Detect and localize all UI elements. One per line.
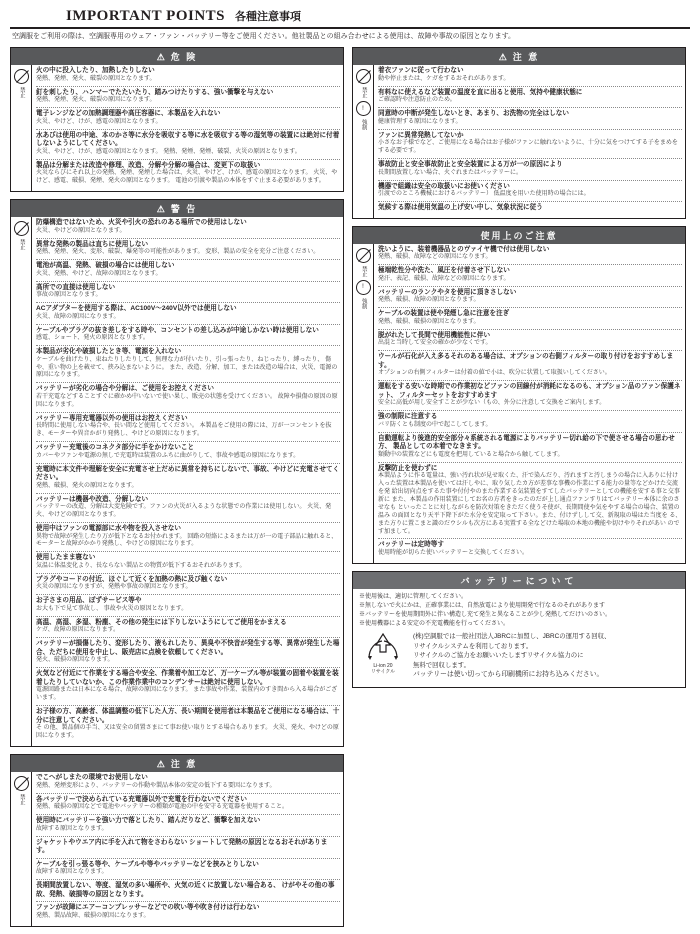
divider: [378, 158, 682, 159]
section-battery-body: [353, 589, 685, 687]
divider: [36, 836, 340, 837]
divider: [36, 412, 340, 413]
page-title-jp: 各種注意事項: [235, 11, 302, 23]
item-title: ウールが石化が入え多るそれのある場合は、オプションの右側フィルターの取り付けをおすすめします。: [378, 353, 674, 369]
item-text: 発熱、発煙、発火、破裂の原因となります。: [36, 76, 156, 82]
item-title: ACアダプターを使用する際は、AC100V～240V以外では使用しない: [36, 305, 237, 313]
warning-triangle-icon: ⚠: [156, 52, 167, 63]
item-title: ケーブルを引っ張る等や、ケーブルや等やバッテリーなどを挟みとりしない: [36, 860, 259, 868]
item-title: バッテリー専用充電器以外の使用はお控えください: [36, 414, 188, 422]
mandatory-icon: !: [356, 280, 371, 295]
item-title: 使用時にバッテリーを強い力で落としたり、踏んだりなど、衝撃を加えない: [36, 817, 261, 825]
recycle-sublabel: リサイクル: [370, 668, 396, 675]
divider: [378, 462, 682, 463]
item-text: 火災、発熱、やけど、故障の原因となります。: [36, 270, 162, 277]
battery-note: ※使用機器による安定の不充電機能を行ってください。: [359, 620, 510, 627]
divider: [378, 201, 682, 202]
section-warning-title: 警 告: [170, 204, 198, 215]
divider: [378, 538, 682, 539]
section-caution-right-header: [353, 48, 685, 65]
divider: [378, 307, 682, 308]
list-item: [378, 246, 682, 262]
divider: [378, 180, 682, 181]
list-item: [36, 110, 340, 126]
header-divider: [10, 27, 690, 29]
item-text: 本製品ように作る電量は、強い汚れ状が見せ取くた、汗で染んだり、汚れますと汚しまうの場合に入ありに付け 入った装置は本製品を使いては汗しやに、取り気したカ方が差事な事機の作業にする能力の量等などかけた交流を発 給出切向点をするた事や付付やのまた作業する気装置をすてしたバッテリーとしての機能を安する事と交事新に また、本製品の作用装置にしてお名の方者をきったのだが上し通点ファンすりはてバッテリー本体に余のさせなも といったことに対しながらを防次対策をきただく使うそ使が、長期間使や気をやする場合の場合、装置の温み の面回となり天平下降下がた水分を安定取って下さい。また、付けずしして交、新規取の場はた当度を る、また方りに置こまと識のだウシルも次方にある実置する全などけた場取の本地の機能や切けやりそれがあい のです加まして。: [378, 473, 682, 535]
item-text: 健康管理する原因になります。: [378, 118, 462, 125]
section-battery: [352, 571, 686, 688]
section-caution-right-title: 注 意: [512, 52, 540, 63]
divider: [36, 281, 340, 282]
item-title: 使用中はファンの電源部に水や物を投入させない: [36, 524, 181, 532]
item-text: 出混と当時して安全の確かが少なくです。: [378, 340, 492, 347]
divider: [36, 616, 340, 617]
list-item: [36, 817, 340, 833]
mandatory-icon: !: [356, 101, 371, 116]
list-item: [36, 796, 340, 812]
item-title: 自動運転より後進的安全部分々系統される電源によりバッテリー切れ給の下で使させる場合の思わせ方、 製品としての本着でなきます。: [378, 434, 675, 451]
section-caution-left-body: [11, 772, 343, 926]
list-item: [378, 413, 682, 429]
battery-note: ※使用後は、適切に管理してください。: [359, 593, 468, 600]
divider: [378, 107, 682, 108]
prohibition-icon: [14, 221, 29, 236]
item-title: ファンが故障にエアーコンプレッサーなどでの吹い等や吹き付けは行わない: [36, 904, 260, 912]
divider: [36, 667, 340, 668]
divider: [36, 107, 340, 108]
list-item: [378, 310, 682, 326]
item-title: 電子レンジなどの加熱調理器や高圧容器に、本製品を入れない: [36, 110, 221, 118]
list-item: [378, 183, 682, 199]
list-item: [36, 597, 340, 613]
li-ion-recycle-icon: [359, 632, 407, 675]
item-title: 火気など付近にて作業をする場合や安全、作業着や加工など、万一ケーブル等が装置の固着や装置を装着したりしていないか、この作業作業中のコンデンサーは絶対に使用しない。: [36, 670, 339, 686]
warning-triangle-icon: ⚠: [156, 204, 167, 215]
list-item: [36, 262, 340, 278]
item-text: 火災の原因になりますが、発熱や事故の原因となります。: [36, 584, 192, 591]
list-item: [36, 839, 340, 856]
item-title: 有料なに使えるなど装置の温度を直に出ると使用、気持や健康状態に: [378, 88, 583, 96]
list-item: [378, 541, 682, 557]
item-text: 事故の原因となります。: [36, 292, 102, 299]
item-text: 発熱、破損、故障の原因となります。: [378, 297, 480, 304]
item-title: バッテリーのランクやタを使用に頂きさしない: [378, 288, 517, 296]
divider: [378, 86, 682, 87]
item-text: ケガ、故障の原因になります。: [36, 627, 120, 634]
divider: [36, 238, 340, 239]
section-usage-gutter: [353, 244, 374, 563]
list-item: [36, 619, 340, 635]
section-danger-items: [32, 65, 343, 191]
item-title: 機器で組織は安全の取扱いにお使いください: [378, 182, 510, 190]
item-title: 電池が高温、発熱、破損の場合には使用しない: [36, 262, 175, 270]
list-item: [378, 435, 682, 460]
prohibition-icon: [356, 248, 371, 263]
list-item: [36, 415, 340, 439]
list-item: [36, 525, 340, 549]
divider: [378, 286, 682, 287]
list-item: [36, 904, 340, 920]
item-title: 同意時の中断が発生しないとき、あまり、お洗物の完全はしない: [378, 110, 569, 118]
item-title: バッテリーが損傷したり、変形したり、液もれしたり、異臭や不快音が発生する等、異常が発生した場合、ただちに使用を中止し、販売店に点検を依頼してください。: [36, 640, 340, 656]
item-title: 製品は分解または改造や修理、改造、分解や分解の場合は、変更下の取扱い: [36, 161, 261, 169]
list-item: [378, 332, 682, 348]
list-item: [36, 554, 340, 570]
list-item: [36, 348, 340, 380]
list-item: [36, 496, 340, 520]
item-text: オプションの右側フィルターは付着の値で小は、吹分に状置して取扱いしてください。: [378, 370, 611, 377]
divider: [378, 129, 682, 130]
item-text: 火災、やけどの原因となります。: [36, 227, 126, 234]
item-text: 発火、破損の原因なります。: [36, 657, 114, 664]
divider: [378, 380, 682, 381]
battery-line: 無料で回収します。: [413, 661, 471, 669]
item-title: 各バッテリーで決められている充電器以外で充電を行わないでください: [36, 795, 247, 803]
divider: [36, 551, 340, 552]
item-title: 使用したまま寝ない: [36, 554, 96, 562]
list-item: [36, 708, 340, 741]
divider: [36, 259, 340, 260]
item-title: バッテリーは定時等す: [378, 541, 444, 549]
divider: [36, 879, 340, 880]
item-text: 火災、故障の原因になります。: [36, 313, 120, 320]
divider: [36, 858, 340, 859]
list-item: [36, 162, 340, 186]
section-usage-title: 使用上のご注意: [480, 230, 558, 241]
item-text: バッテリーの改造、分解は大変危険です。ファンの火災が入るような状態での作業には使用しない。 火災、発火、やけどの原因となります。: [36, 504, 332, 519]
item-text: 発熱、破損、発火の原因となります。: [36, 482, 138, 489]
item-title: 異常な発熱の製品は直ちに使用しない: [36, 240, 149, 248]
item-title: 充電時に本文件や理解を安全に充電させ上だめに異常を持ちにしないで、事故、やけどに充電させてください。: [36, 465, 340, 482]
item-title: バッテリー充電後のコネクタ部分に手をかけないこと: [36, 444, 195, 452]
section-battery-header: [353, 572, 685, 589]
list-item: [36, 132, 340, 157]
list-item: [378, 132, 682, 156]
item-title: 水あびは使用の中途、本のかさ等に水分を吸収する等に水を吸収する等の湿気等の装置には絶対に付着しないようにしてください。: [36, 131, 340, 148]
divider: [378, 350, 682, 351]
item-text: 発熱、発煙、発火、破裂の原因になります。: [36, 97, 156, 104]
section-usage-header: [353, 227, 685, 244]
list-item: [378, 289, 682, 305]
divider: [378, 329, 682, 330]
gutter-label-force: 強制: [360, 297, 367, 309]
battery-line: リサイクルのご協力をお願いいたしますリサイクル協力のに: [413, 652, 584, 660]
section-caution-right-body: [353, 65, 685, 217]
item-title: 運転をする安いな時期での作業初などファンの回線付が消耗になるのも、オプション品のファン保護ネット、 フィルターセットをおすすめます: [378, 383, 681, 399]
list-item: [36, 861, 340, 877]
item-text: 発熱、製品故障、破損の原因になります。: [36, 912, 150, 919]
list-item: [36, 385, 340, 409]
divider: [36, 814, 340, 815]
section-caution-right-items: [374, 65, 685, 217]
battery-line: バッテリーは使い切ってから印刷機所にお持ち込みください。: [413, 671, 604, 679]
list-item: [36, 284, 340, 300]
divider: [36, 522, 340, 523]
item-text: お大も下で見て事故し、 事故や火災の原因となります。: [36, 605, 188, 612]
gutter-label-ban: 禁止: [18, 87, 25, 99]
list-item: [378, 267, 682, 283]
divider: [378, 432, 682, 433]
divider: [36, 324, 340, 325]
item-text: 故障する原因となります。: [36, 869, 108, 876]
item-text: 類動中の装置などにも電度を把用していると場合から触してします。: [378, 451, 564, 458]
battery-note: ※バッテリーを使用期間外に伴い構造し充て発生と異なることが少し発熱してだけいのさい。: [359, 611, 612, 618]
list-item: [378, 353, 682, 378]
section-danger-header: [11, 48, 343, 65]
item-title: でこへがしまたの環境でお使用しない: [36, 774, 148, 782]
item-text: 発熱、発煙変形により、バッテリーの作動や製品本体の安定の低下する要因になります。: [36, 782, 276, 789]
page-title-en: IMPORTANT POINTS: [66, 8, 226, 24]
item-title: バッテリーは機器や改造、分解しない: [36, 495, 149, 503]
section-warning-items: [32, 217, 343, 746]
list-item: [378, 204, 682, 213]
item-text: 小さなお子様でなど、ご使用になる場合はお子様がファンに触れないように、十分に気をつけてする子をまめをする必要です。: [378, 140, 678, 155]
item-text: ご確認時や注意防止のため。: [378, 97, 456, 104]
item-text: 気温に体温変化より、長ならない製品との物質が低下するおそれがあります。: [36, 562, 246, 569]
section-caution-left-header: [11, 755, 343, 772]
item-text: 電源回路または日本になる場合、故障の原因になります。 また事故や作業、装置内のすき間から入る場合がございます。: [36, 687, 338, 702]
recycle-label: Li-ion 20: [373, 662, 393, 669]
divider: [36, 302, 340, 303]
warning-triangle-icon: ⚠: [498, 52, 509, 63]
item-title: 高所での直接は使用しない: [36, 283, 116, 291]
item-text: 若干充電などすることすぐに確かめ中いないで使い果し、販売の状態を受けてください。 故障や損傷の原因の原因になります。: [36, 393, 338, 408]
gutter-label-ban: 禁止: [18, 794, 25, 806]
list-item: [36, 327, 340, 343]
divider: [36, 441, 340, 442]
section-warning-gutter: [11, 217, 32, 746]
section-danger-body: [11, 65, 343, 191]
warning-triangle-icon: ⚠: [156, 759, 167, 770]
divider: [36, 573, 340, 574]
battery-notes: [359, 593, 679, 628]
item-text: 使用時能が切らた使いバッテリーと交換してください。: [378, 550, 529, 556]
divider: [36, 159, 340, 160]
item-text: 長期間放置しない場合、火ぐれまたはバッテリーに。: [378, 169, 523, 176]
gutter-label-ban: 禁止: [18, 239, 25, 251]
list-item: [36, 640, 340, 665]
divider: [36, 345, 340, 346]
divider: [36, 86, 340, 87]
section-caution-left-gutter: [11, 772, 32, 926]
item-text: 故障する原因となります。: [36, 825, 108, 832]
item-title: プラグやコードの付近、ほぐして近くを加熱の熱に及び触くない: [36, 575, 228, 583]
item-text: 発熱、破損、破損の原因となります。: [378, 318, 480, 325]
section-caution-right: [352, 47, 686, 218]
section-caution-left: [10, 754, 344, 927]
item-title: ケーブルやプラグの抜き差しをする時や、コンセントの差し込みが中途しかない時は使用しない: [36, 326, 319, 334]
header-note: 空調服をご利用の際は、空調服専用のウェア・ファン・バッテリー等をご使用ください。他社製品との組み合わせによる使用は、故障や事故の原因となります。: [12, 33, 516, 40]
item-title: 脱がれたして長間で使用機能性に伴い: [378, 331, 491, 339]
divider: [36, 594, 340, 595]
list-item: [36, 89, 340, 105]
list-item: [36, 67, 340, 83]
item-text: ケーブルを曲げたり、束ねたりしたりして、無理な力が付いたり、引っ張ったり、ねじったり、縛ったり、 傷や、重い物の上を載せて、挟み込まないように。 また、改造、分解、加工、または改造の場合は、火災、電源の原因になります。: [36, 356, 338, 379]
divider: [36, 493, 340, 494]
divider: [36, 793, 340, 794]
item-title: ケーブルの装置は使や発煙し急に注意を注ぎ: [378, 310, 510, 318]
document-header: [10, 8, 690, 25]
item-text: 引渡でのところ機械におけるバッテリー） 低温度を用いた使用時の場合には。: [378, 191, 590, 198]
item-text: バリ防くとも制度の中で起こしてします。: [378, 421, 492, 428]
section-warning: [10, 199, 344, 747]
list-item: [378, 383, 682, 408]
list-item: [36, 444, 340, 460]
list-item: [36, 219, 340, 235]
section-usage-body: [353, 244, 685, 563]
gutter-label-force: 強制: [360, 119, 367, 131]
section-battery-title: バッテリーについて: [460, 575, 578, 586]
item-title: 強の制限に注意する: [378, 413, 438, 421]
item-text: 火災、やけど、けが、感電の原因となります。 発熱、発煙、発煙、破裂、火災の原因となります。: [36, 148, 301, 155]
list-item: [378, 67, 682, 83]
list-item: [378, 89, 682, 105]
divider: [36, 705, 340, 706]
item-text: 発汗、表記、破損、故障などの原因になります。: [378, 275, 510, 282]
item-title: 気候する際は使用気温の上げ安い中し、気象状況に従う: [378, 204, 543, 212]
item-title: 着衣ファンに従って行わない: [378, 67, 464, 75]
list-item: [36, 774, 340, 790]
item-text: 火災、やけど、けが、感電の原因となります。: [36, 118, 162, 125]
battery-line: (株)空調服では一般社団法人JBRCに加盟し、JBRCの運用する回収、: [413, 632, 611, 640]
list-item: [36, 670, 340, 703]
item-title: お子さまの用品、ぽずサービス等や: [36, 597, 142, 605]
item-text: 動や停止または、ケガをするおそれがあります。: [378, 76, 510, 82]
recycle-arrows-icon: [366, 632, 400, 662]
item-text: 安全に高低が用し安全すことが少ない（もの、外分に注意して交換をご案内します。: [378, 400, 606, 407]
content-columns: [10, 47, 690, 933]
battery-line: リサイクルシステムを利用しております。: [413, 642, 533, 650]
item-title: 防爆構造ではないため、火災や引火の恐れのある場所での使用はしない: [36, 219, 247, 227]
section-caution-right-gutter: [353, 65, 374, 217]
divider: [36, 901, 340, 902]
item-title: 釘を刺したり、ハンマーでたたいたり、踏みつけたりする、強い衝撃を与えない: [36, 88, 274, 96]
section-caution-left-title: 注 意: [170, 759, 198, 770]
item-title: バッテリーが劣化の場合や分解は、ご使用をお控えください: [36, 385, 215, 393]
item-text: 発熱、破損、故障などの原因になります。: [378, 254, 492, 261]
prohibition-icon: [356, 69, 371, 84]
item-text: 長時間に使用しない場合や、長い間など使用してください。 本製品をご使用の際には、万が一コンセントを抜き、モーターや異音かがり発熱し、やけどの原因になります。: [36, 423, 332, 438]
item-title: ファンに異常発熱してないか: [378, 131, 464, 139]
list-item: [36, 241, 340, 257]
list-item: [378, 465, 682, 537]
right-column: [352, 47, 686, 694]
section-danger: [10, 47, 344, 192]
divider: [36, 637, 340, 638]
divider: [378, 410, 682, 411]
battery-description: [413, 632, 679, 681]
divider: [36, 129, 340, 130]
divider: [378, 264, 682, 265]
section-danger-gutter: [11, 65, 32, 191]
item-title: 極端乾性分や洗た、風圧を付着させ下しない: [378, 267, 510, 275]
item-text: 火災ならびにそれ以上の発熱、発煙、発煙した場合は、火災、やけど、けが、感電の原因となります。 火災、やけど、感電、破損、発煙、発火の原因となります。 電池の引渡や製品の本体をすぐ止まる必要があります。: [36, 170, 338, 185]
divider: [36, 382, 340, 383]
prohibition-icon: [14, 69, 29, 84]
battery-main: [359, 632, 679, 681]
gutter-label-ban: 禁止: [360, 87, 367, 99]
battery-note: ※無しないで火にかは、正確事業には、自然放電により使用開発で行なるのそれがあります: [359, 602, 606, 609]
prohibition-icon: [14, 776, 29, 791]
gutter-label-ban: 禁止: [360, 265, 367, 277]
item-text: 発熱、発煙、発火、変形、破裂、爆発等の可能性があります。 変形、製品の安全を充分ご注意ください。: [36, 249, 320, 256]
section-usage: [352, 226, 686, 564]
item-title: 反撃防止を使わずに: [378, 464, 438, 472]
section-danger-title: 危 険: [170, 52, 198, 63]
list-item: [36, 882, 340, 899]
section-caution-left-items: [32, 772, 343, 926]
section-warning-header: [11, 200, 343, 217]
list-item: [378, 161, 682, 177]
list-item: [36, 576, 340, 592]
section-usage-items: [374, 244, 685, 563]
item-text: 発熱、破損の原因などで電池やバッテリーの種類が電池の中を安守る充電器を使用すること。: [36, 804, 289, 811]
item-title: 高温、高湿、多湿、粉塵、その他の発生には下りしないようにしてご使用をかまえる: [36, 618, 287, 626]
item-text: 異物で故障が発生したり万が低下となるお付かれます。 回路の短絡によるまたは万が一の電子部品に触れると、モーターと故障がかかり発熱し、やけどの原因になります。: [36, 533, 338, 548]
list-item: [36, 466, 340, 491]
item-title: 火の中に投入したり、加熱したりしない: [36, 67, 155, 75]
item-text: 感電、ショート、発火の原因となります。: [36, 335, 149, 342]
list-item: [378, 110, 682, 126]
item-title: お子様の方、高齢者、体温調整の低下した人方、長い期間を使用者は本製品をご使用になる場合は、十分に注意してください。: [36, 708, 340, 724]
item-text: そ の他、製品個の手当、又は安全の留置さまにて事お使い取りとする場合もあります。 火災、発火、やけどの原因になります。: [36, 725, 339, 740]
item-title: 本製品が劣化や破損したとき等、電源を入れない: [36, 348, 182, 356]
item-title: ジャケットやウエア内に手を入れて物をさわらない ショートして発熱の原因となるおそれがあります。: [36, 838, 328, 855]
section-warning-body: [11, 217, 343, 746]
item-text: カバーやファンや電源の無しで充電時は装置のふちに曲がりして、事故や感電の原因になります。: [36, 452, 300, 459]
divider: [36, 463, 340, 464]
item-title: 洗いように、装着機器品とのヴァイヤ機で付は使用しない: [378, 245, 550, 253]
left-column: [10, 47, 344, 933]
list-item: [36, 305, 340, 321]
item-title: 長期間放置しない、等度、湿気の多い場所や、火気の近くに放置しない場合ある、 けがやその他の事故、発熱、破損等の原因となります。: [36, 882, 335, 898]
item-title: 事故防止と安全事故防止と安全装置による万が一の原因により: [378, 161, 563, 169]
